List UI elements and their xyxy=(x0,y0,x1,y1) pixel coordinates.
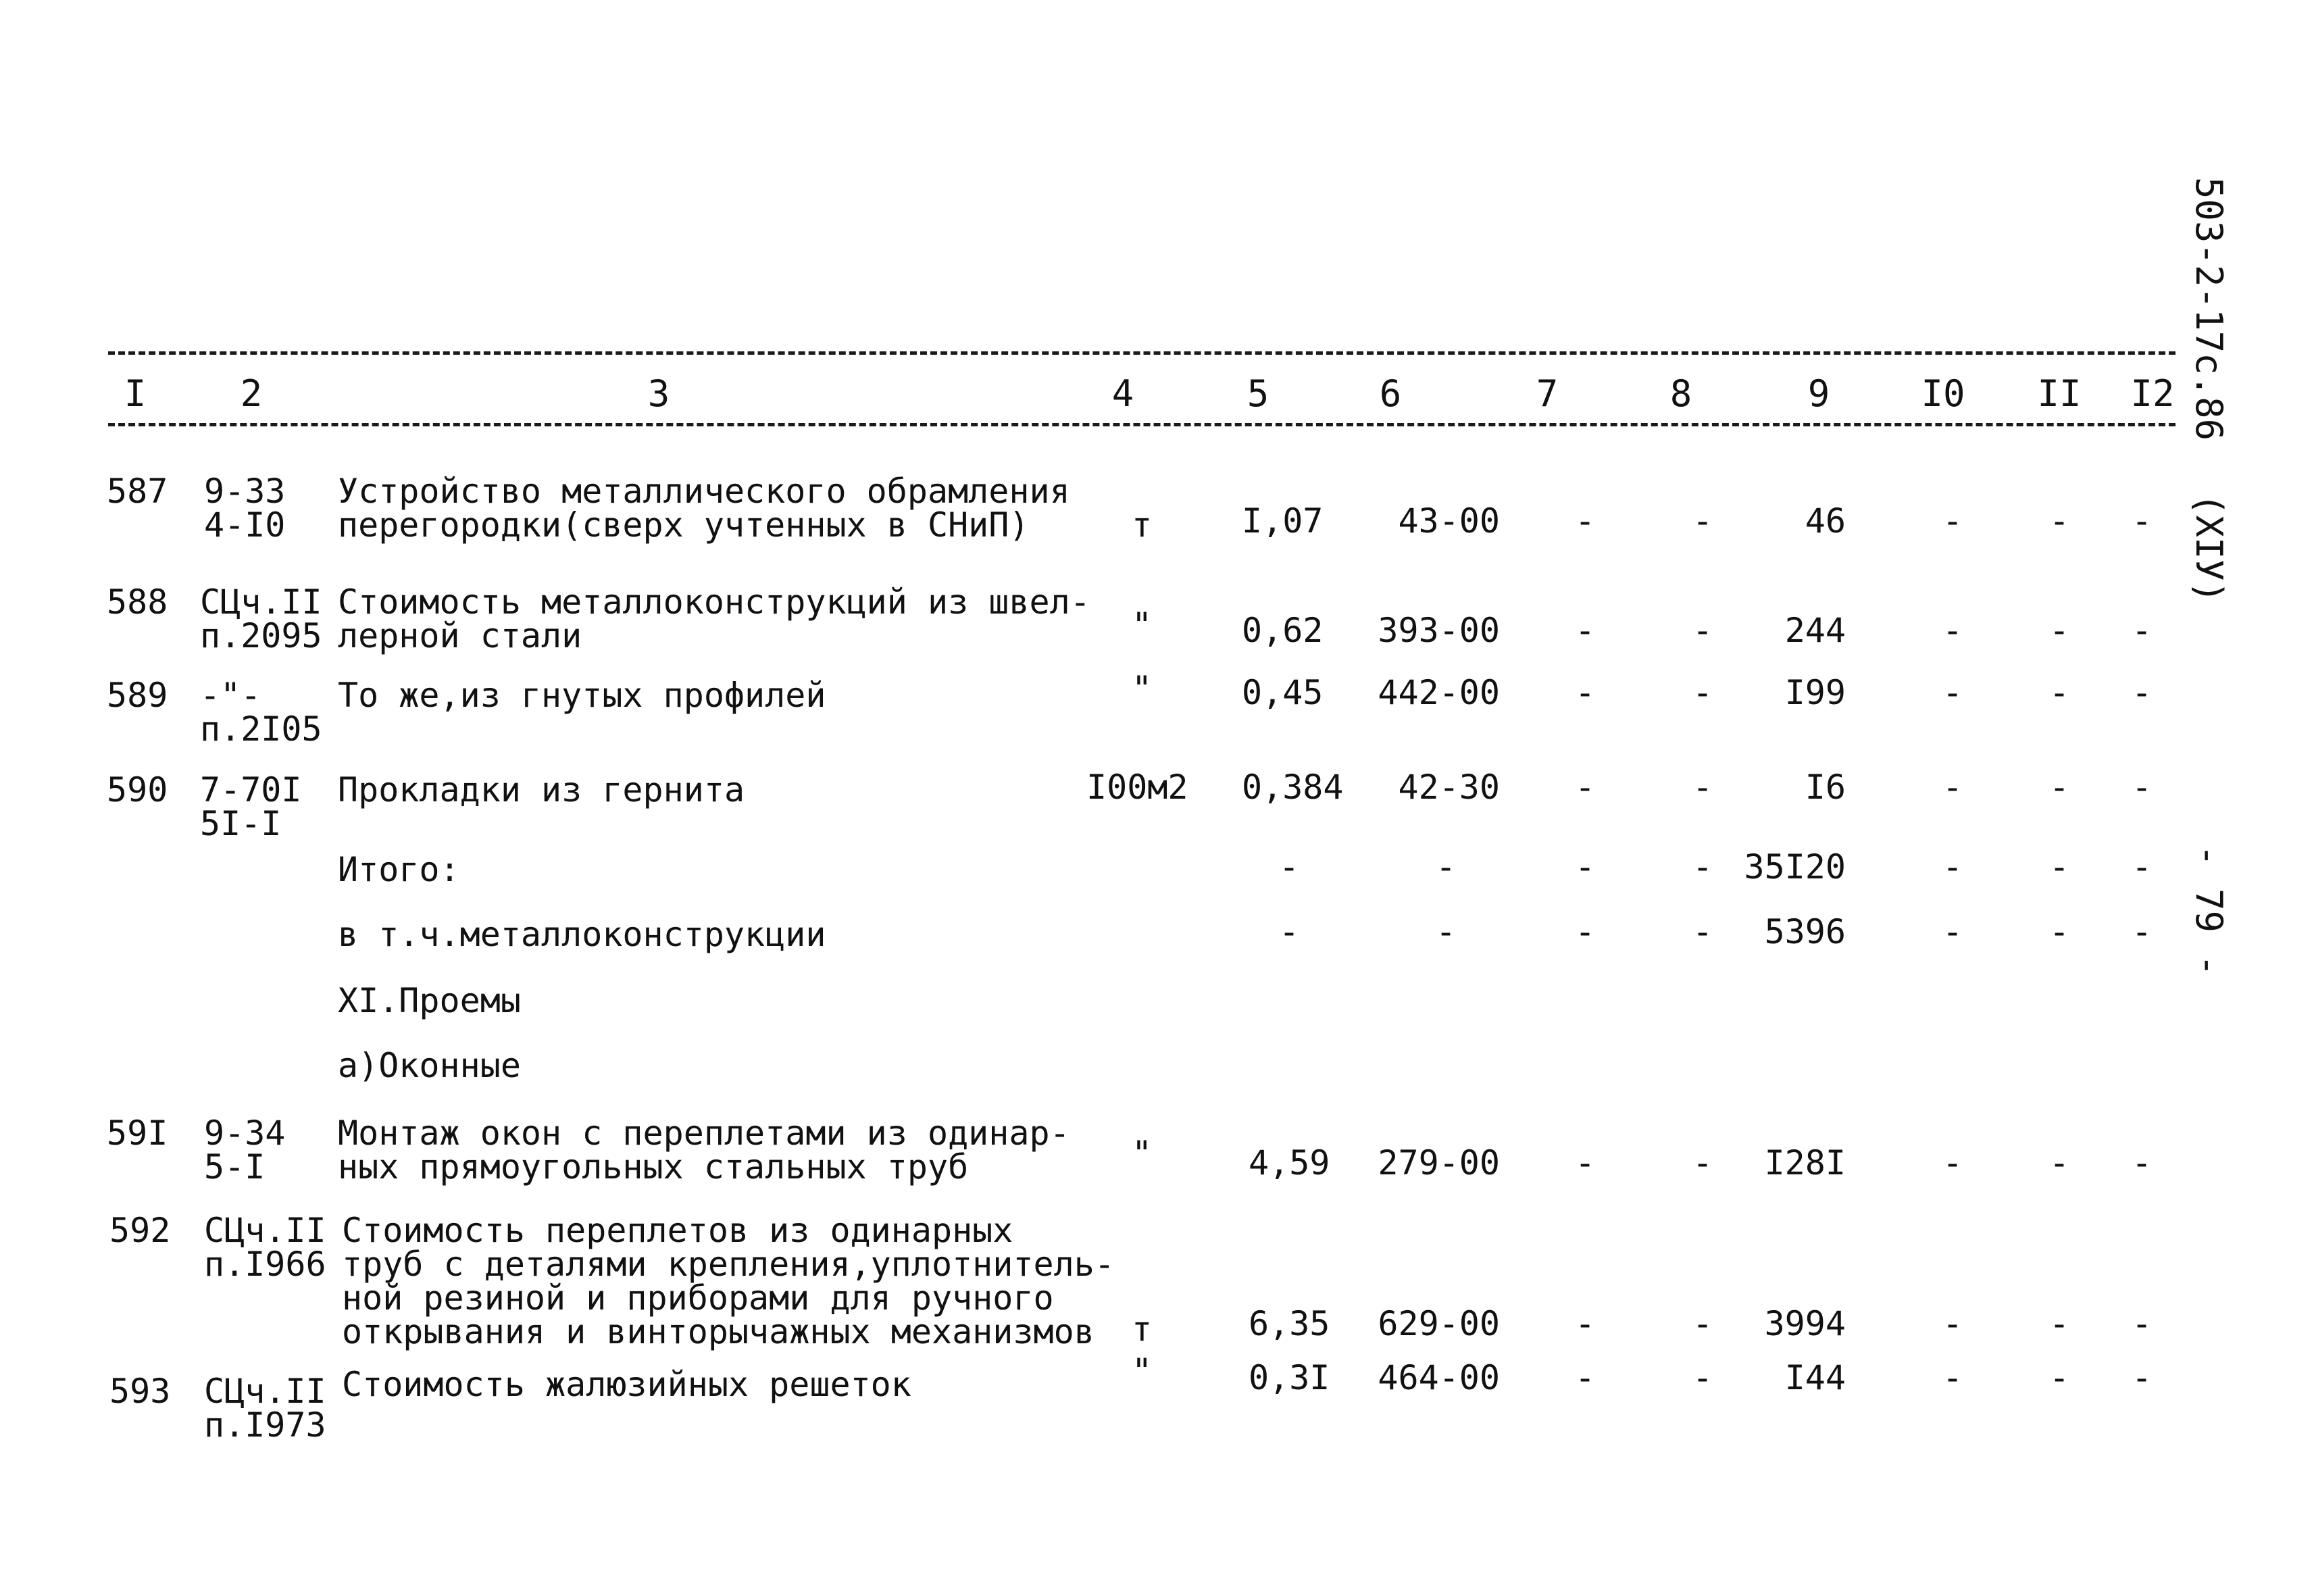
row-code: п.2I05 xyxy=(200,709,322,749)
row-code: СЦч.II xyxy=(204,1372,326,1411)
row-quantity: 0,3I xyxy=(1249,1358,1330,1397)
row-col11: - xyxy=(2048,611,2070,650)
row-quantity: - xyxy=(1278,847,1300,887)
row-col12: - xyxy=(2131,1143,2153,1182)
row-total: I6 xyxy=(1805,768,1846,807)
row-unit: " xyxy=(1131,1134,1153,1173)
row-col10: - xyxy=(1942,501,1963,541)
row-description: ных прямоугольных стальных труб xyxy=(338,1147,969,1187)
row-col11: - xyxy=(2048,1304,2070,1343)
row-quantity: 4,59 xyxy=(1249,1143,1330,1182)
col-header: II xyxy=(2037,372,2082,415)
row-col7: - xyxy=(1574,912,1596,951)
row-code: 7-70I xyxy=(200,770,302,809)
row-total: 244 xyxy=(1784,611,1846,650)
section-heading: XI.Проемы xyxy=(338,981,521,1020)
col-header: 4 xyxy=(1111,372,1134,415)
row-unit-price: - xyxy=(1435,847,1457,887)
row-total: I28I xyxy=(1764,1143,1846,1182)
row-col12: - xyxy=(2131,847,2153,887)
row-description: То же,из гнутых профилей xyxy=(338,676,826,715)
row-col10: - xyxy=(1942,847,1963,887)
row-col11: - xyxy=(2048,847,2070,887)
row-col8: - xyxy=(1692,847,1713,887)
row-number: 589 xyxy=(107,676,168,715)
row-code: п.I966 xyxy=(204,1245,326,1284)
row-col12: - xyxy=(2131,768,2153,807)
row-description: открывания и винторычажных механизмов xyxy=(342,1312,1095,1351)
row-quantity: 6,35 xyxy=(1249,1304,1330,1343)
row-total: 35I20 xyxy=(1744,847,1846,887)
row-col11: - xyxy=(2048,912,2070,951)
row-col8: - xyxy=(1692,1358,1713,1397)
row-col11: - xyxy=(2048,768,2070,807)
page-number: - 79 - xyxy=(2188,845,2230,977)
row-col7: - xyxy=(1574,673,1596,712)
row-unit: " xyxy=(1131,605,1153,645)
row-description: труб с деталями крепления,уплотнитель- xyxy=(342,1245,1115,1284)
row-unit-price: 42-30 xyxy=(1398,768,1500,807)
col-header: 9 xyxy=(1807,372,1830,415)
subtotal-label: в т.ч.металлоконструкции xyxy=(338,915,826,954)
row-code: 9-33 xyxy=(204,472,286,511)
row-description: Стоимость переплетов из одинарных xyxy=(342,1211,1013,1250)
row-code: 5I-I xyxy=(200,804,282,843)
row-unit: т xyxy=(1131,1310,1153,1349)
row-col11: - xyxy=(2048,673,2070,712)
row-col8: - xyxy=(1692,1143,1713,1182)
col-header: 3 xyxy=(647,372,670,415)
row-col11: - xyxy=(2048,501,2070,541)
row-total: I44 xyxy=(1784,1358,1846,1397)
row-quantity: I,07 xyxy=(1242,501,1324,541)
row-col8: - xyxy=(1692,673,1713,712)
row-code: -"- xyxy=(200,676,261,715)
row-col8: - xyxy=(1692,912,1713,951)
row-col7: - xyxy=(1574,768,1596,807)
row-col11: - xyxy=(2048,1143,2070,1182)
row-col7: - xyxy=(1574,847,1596,887)
row-quantity: 0,62 xyxy=(1242,611,1324,650)
row-unit: " xyxy=(1131,1351,1153,1391)
col-header: 8 xyxy=(1669,372,1692,415)
col-header: I xyxy=(124,372,147,415)
row-col10: - xyxy=(1942,912,1963,951)
row-code: СЦч.II xyxy=(200,582,322,622)
row-total: 46 xyxy=(1805,501,1846,541)
row-code: 5-I xyxy=(204,1147,266,1187)
row-number: 588 xyxy=(107,582,168,622)
row-col7: - xyxy=(1574,611,1596,650)
row-col10: - xyxy=(1942,768,1963,807)
row-col10: - xyxy=(1942,673,1963,712)
row-code: п.2095 xyxy=(200,616,322,655)
row-description: Стоимость металлоконструкций из швел- xyxy=(338,582,1090,622)
row-col8: - xyxy=(1692,768,1713,807)
subtotal-label: Итого: xyxy=(338,850,460,889)
row-quantity: - xyxy=(1278,912,1300,951)
row-total: 3994 xyxy=(1764,1304,1846,1343)
row-unit-price: 393-00 xyxy=(1378,611,1500,650)
col-header: 7 xyxy=(1536,372,1559,415)
row-number: 59I xyxy=(107,1114,168,1153)
row-description: лерной стали xyxy=(338,616,582,655)
col-header: I2 xyxy=(2130,372,2175,415)
row-col7: - xyxy=(1574,1358,1596,1397)
row-quantity: 0,45 xyxy=(1242,673,1324,712)
row-col8: - xyxy=(1692,1304,1713,1343)
header-top-rule xyxy=(108,351,2175,355)
row-unit-price: 279-00 xyxy=(1378,1143,1500,1182)
row-unit: т xyxy=(1131,505,1153,545)
row-description: ной резиной и приборами для ручного xyxy=(342,1278,1054,1318)
row-col7: - xyxy=(1574,501,1596,541)
col-header: 2 xyxy=(240,372,263,415)
row-code: п.I973 xyxy=(204,1405,326,1445)
row-col8: - xyxy=(1692,501,1713,541)
row-description: перегородки(сверх учтенных в СНиП) xyxy=(338,505,1030,545)
row-unit: I00м2 xyxy=(1086,768,1188,807)
row-unit-price: - xyxy=(1435,912,1457,951)
row-code: СЦч.II xyxy=(204,1211,326,1250)
row-col10: - xyxy=(1942,1304,1963,1343)
col-header: 5 xyxy=(1247,372,1269,415)
header-bottom-rule xyxy=(108,423,2175,426)
row-col7: - xyxy=(1574,1143,1596,1182)
row-number: 592 xyxy=(109,1211,171,1250)
section-code: (XIУ) xyxy=(2188,493,2230,603)
row-col10: - xyxy=(1942,1143,1963,1182)
row-quantity: 0,384 xyxy=(1242,768,1344,807)
row-col11: - xyxy=(2048,1358,2070,1397)
row-description: Прокладки из гернита xyxy=(338,770,745,809)
row-unit-price: 43-00 xyxy=(1398,501,1500,541)
row-unit-price: 442-00 xyxy=(1378,673,1500,712)
document-code: 503-2-17с.86 xyxy=(2188,177,2230,441)
row-description: Устройство металлического обрамления xyxy=(338,472,1070,511)
row-total: 5396 xyxy=(1764,912,1846,951)
row-col12: - xyxy=(2131,1304,2153,1343)
col-header: I0 xyxy=(1921,372,1965,415)
row-col10: - xyxy=(1942,1358,1963,1397)
row-col12: - xyxy=(2131,501,2153,541)
row-col10: - xyxy=(1942,611,1963,650)
row-number: 587 xyxy=(107,472,168,511)
row-unit: " xyxy=(1131,669,1153,708)
row-code: 4-I0 xyxy=(204,505,286,545)
row-col12: - xyxy=(2131,611,2153,650)
row-number: 590 xyxy=(107,770,168,809)
row-code: 9-34 xyxy=(204,1114,286,1153)
row-col12: - xyxy=(2131,912,2153,951)
row-number: 593 xyxy=(109,1372,171,1411)
col-header: 6 xyxy=(1379,372,1402,415)
row-description: Стоимость жалюзийных решеток xyxy=(342,1365,911,1404)
row-col12: - xyxy=(2131,673,2153,712)
row-col12: - xyxy=(2131,1358,2153,1397)
subsection-heading: а)Оконные xyxy=(338,1046,521,1085)
row-unit-price: 464-00 xyxy=(1378,1358,1500,1397)
row-description: Монтаж окон с переплетами из одинар- xyxy=(338,1114,1070,1153)
row-unit-price: 629-00 xyxy=(1378,1304,1500,1343)
row-total: I99 xyxy=(1784,673,1846,712)
row-col8: - xyxy=(1692,611,1713,650)
row-col7: - xyxy=(1574,1304,1596,1343)
